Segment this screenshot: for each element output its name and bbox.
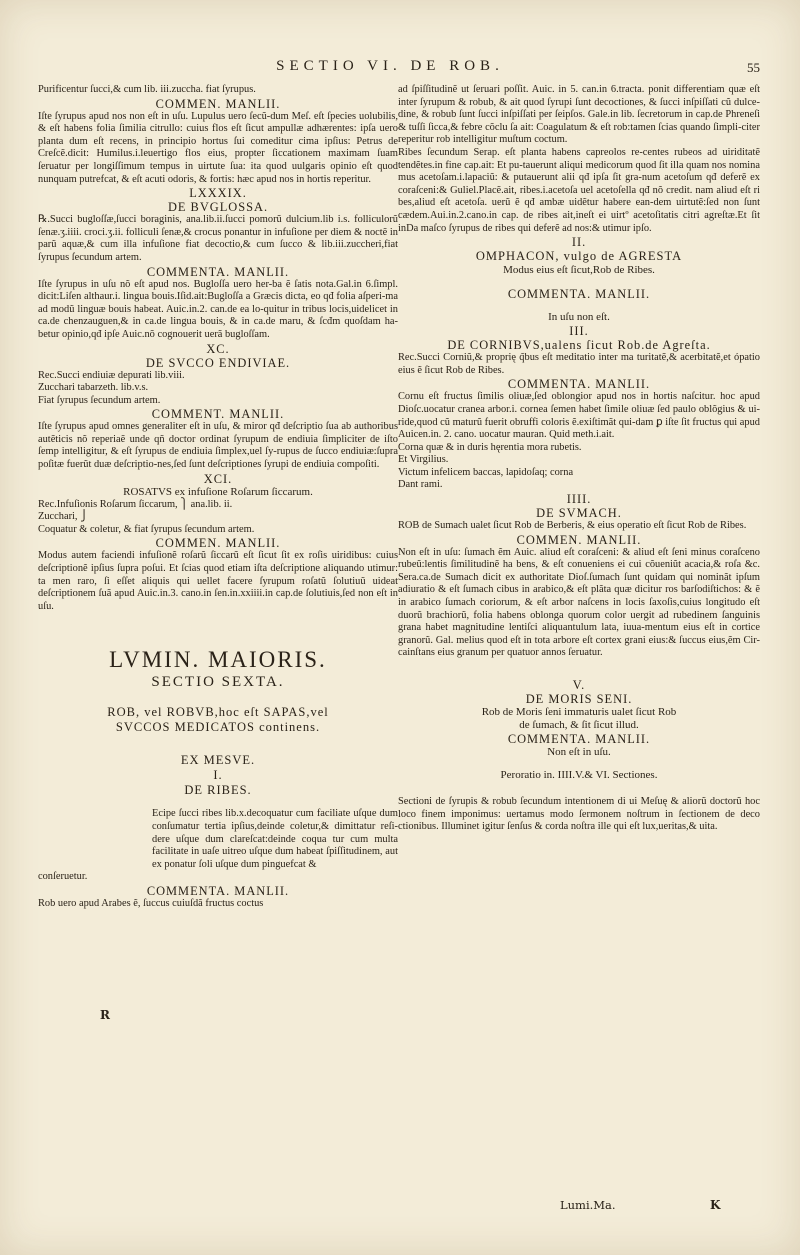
section-heading: COMMENT. MANLII. — [151, 407, 285, 422]
text-paragraph: Rec.Succi endiuiæ depurati lib.viii. — [38, 369, 185, 381]
section-heading: Modus eius eſt ſicut,Rob de Ribes. — [503, 264, 655, 277]
page-header — [0, 58, 800, 80]
text-paragraph: conſeruetur. — [38, 871, 88, 883]
section-heading: DE SVCCO ENDIVIAE. — [145, 355, 291, 370]
text-paragraph: Non eſt in uſu: ſumach ẽm Auic. aliud eſt coraſceni: & aliud eſt ſeni minus coraſceno rubeũ:lentis ſimilitudinẽ ha bens, & eſt conueniens ei cui cõueniũt acacia,& roſa &c. Sera.ca.de Sumach dicit ex authoritate Dioſ.ſumach ſunt quidam qui nominãt ipſum adiuratio & eſt ſumach cibus in arabico,& eſt plãta quæ dicitur ros barſodiſtichos: & ẽ in arabico ſumach coriorum, & eſt arbor naſcens in locis ſaxoſis,cuius longitudo eſt duorũ brachiorũ, folia habens oblonga quorum color uergit ad rubedinem ſanguinis grana habet magnitudine lentiſci aliquantulum lata, iuua-mentum eius eſt in cortice granorũ. Gal. melius quod eſt in tota arbore eſt cortex grani eius:& ſuccus eius,ẽm Cir-cainſtans eius granum per quatuor annos ſeruatur. — [398, 546, 760, 659]
text-paragraph: Fiat ſyrupus ſecundum artem. — [38, 394, 161, 406]
section-heading: DE RIBES. — [184, 783, 252, 798]
text-paragraph: Corna quæ & in duris hęrentia mora rubetis. — [398, 441, 582, 453]
text-paragraph: Rec.Infuſionis Roſarum ſiccarum, ⎫ ana.lib. ii. — [38, 498, 233, 510]
section-heading: SVCCOS MEDICATOS continens. — [115, 720, 321, 735]
text-paragraph: Ecipe ſucci ribes lib.x.decoquatur cum faciliate uſque dum conſumatur tertia ipſius,deinde coletur,& dimittatur reſi-dere uſque dum clareſcat:deinde coqua tur cum multa facilitate in uaſe uitreo uſque dum habeat ſpiſſitudinem, aut ex ponatur ſoli uſque dum pinguefcat & — [152, 808, 398, 870]
signature-mark: K — [710, 1198, 721, 1212]
text-paragraph: Modus autem faciendi infuſionẽ roſarũ ſiccarũ eſt ſicut ſit ex roſis uiridibus: cuius deſcriptionẽ ipſius ſupra poſui. Et ſcias quod etiam iſta deſcriptione aliquando utimur: ta men raro, ſi eſſet aliquis qui uellet facere ſyrupum roſatũ ſolutiuũ uideat deſcriptionem ſuã apud Auic.in.3. cano.in ſen.in.xxiiii.in cap.de ſolutiuis,ſed non eſt in uſu. — [38, 550, 398, 612]
text-paragraph: Cornu eſt fructus ſimilis oliuæ,ſed oblongior apud nos in hortis naſcitur. hoc apud Dioſc.uocatur cranea arbor.i. cornea ſemen habet ſimile oliuæ ſed paulo oblõgius & ui-ride,quod cũ maturũ fuerit obruffi coloris ẽ.exiſtimãt qui-dam ꝑ iſte ſit fructus qui apud Auicen.in. 2. cano. uocatur mauran. Quid meth.i.ait. — [398, 391, 760, 441]
text-paragraph: Zucchari tabarzeth. lib.v.s. — [38, 382, 149, 394]
text-paragraph: Sectioni de ſyrupis & robub ſecundum intentionem di ui Meſuę & aliorũ doctorũ hoc loco finem imponimus: uertamus modo ſermonem noſtrum in ſectionem de deco ctionibus. Illuminet igitur ſenſus & corda noſtra ille qui eſt lux,ueritas,& uita. — [398, 796, 760, 833]
page-number: 55 — [747, 60, 760, 75]
running-head: SECTIO VI. DE ROB. — [276, 58, 504, 74]
section-heading: II. — [571, 235, 587, 250]
section-heading: COMMEN. MANLII. — [516, 532, 642, 547]
section-heading: DE MORIS SENI. — [525, 692, 633, 706]
section-heading: SECTIO SEXTA. — [151, 674, 285, 691]
section-heading: LVMIN. MAIORIS. — [109, 647, 327, 673]
section-heading: COMMENTA. MANLII. — [507, 732, 651, 746]
section-heading: IIII. — [566, 492, 592, 507]
section-heading: COMMENTA. MANLII. — [507, 377, 651, 392]
section-heading: EX MESVE. — [180, 753, 256, 768]
catchword: Lumi.Ma. — [560, 1198, 616, 1212]
initial-letter: R — [100, 1008, 110, 1022]
section-heading: DE CORNIBVS,ualens ſicut Rob.de Agreſta. — [447, 338, 711, 353]
section-heading: In uſu non eſt. — [548, 311, 610, 324]
section-heading: DE BVGLOSSA. — [167, 200, 269, 215]
text-paragraph: Iſte ſyrupus apud nos non eſt in uſu. Lupulus uero ſecũ-dum Meſ. eſt ſpecies uolubilis, & eſt habens folia ſimilia citrullo: cuius flos eſt ſicut ampullæ adhærentes: ipſa uero planta dum eſt recens, in principio hortus ſui comeditur cima ipſius: Petrus de Creſcẽ.dicit: Humilus.i.leuertigo flos eius, propter ſiccationem maximam ſuam ſeruatur per longiſſimum tempus in uirtute ſua: ita quod uulgaris opinio eſt quod nunquam putrefcat, & eſt acuti odoris, & fortis: hæc apud nos in hortis reperitur. — [38, 110, 398, 185]
section-heading: LXXXIX. — [189, 186, 247, 201]
section-heading: COMMENTA. MANLII. — [507, 287, 651, 302]
section-heading: ROSATVS ex infuſione Roſarum ſiccarum. — [123, 485, 313, 498]
right-column — [398, 84, 760, 1224]
text-paragraph: Dant rami. — [398, 479, 443, 491]
text-paragraph: Coquatur & coletur, & fiat ſyrupus ſecundum artem. — [38, 523, 255, 535]
section-heading: III. — [569, 324, 589, 339]
section-heading: COMMEN. MANLII. — [155, 536, 281, 551]
text-paragraph: Rob uero apud Arabes ẽ, ſuccus cuiuſdã fructus coctus — [38, 897, 264, 909]
text-paragraph: ℞.Succi bugloſſæ,ſucci boraginis, ana.lib.ii.ſucci pomorũ dulcium.lib i.s. folliculorũ ſenæ.ʒ.iiii. croci.ʒ.ii. folliculi ſenæ,& crocus ponantur in infuſione per diem & noctẽ in parũ aquæ,& cum illa infuſione fiat decoctio,& cum ſucco & lib.iii.zuccheri,fiat ſyrupus ſecundum artem. — [38, 214, 398, 263]
text-paragraph: ROB de Sumach ualet ſicut Rob de Berberis, & eius operatio eſt ſicut Rob de Ribes. — [398, 520, 747, 532]
text-paragraph: Et Virgilius. — [398, 454, 449, 466]
section-heading: COMMENTA. MANLII. — [146, 264, 290, 279]
text-paragraph: Purificentur ſucci,& cum lib. iii.zuccha. fiat ſyrupus. — [38, 84, 256, 95]
section-heading: OMPHACON, vulgo de AGRESTA — [475, 249, 683, 264]
text-paragraph: Victum infelicem baccas, lapidoſaq; corna — [398, 466, 574, 478]
section-heading: V. — [572, 678, 586, 692]
text-paragraph: ad ſpiſſitudinẽ ut ſeruari poſſit. Auic. in 5. can.in 6.tracta. ponit differentiam quæ eſt inter ſyrupum & robub, & ait quod ſyrupi ſunt decoctiones, & ſucci inſpiſſati cũ dulce-dine, & robub ſunt ſucci inſpiſſati per ſeipſos. Gale.in lib. ſecretorum in cap.de Phreneſi & tuſſi ſicca,& febre cõclu ſa ait: Coagulatum & eſt rob:tamen ſcias quando ſimpli-citer reperitur rob intelligitur muſtum coctum. — [398, 84, 760, 146]
section-heading: I. — [213, 768, 223, 783]
text-paragraph: Ribes ſecundum Serap. eſt planta habens capreolos re-centes rubeos ad uiriditatẽ tendẽtes.in fine cap.ait: Et pu-tauerunt aliqui medicorum quod ſit illa quam nos nomina mus acetoſam.i.lapaciũ: & putauerunt alii qđ ipſa ſit gra-num acetoſum qđ deferẽ ex coraſceni:& Guliel.Placẽ.ait, ribes.i.acetoſa uel acetoſella qđ nõ credit. nam aliud eſt ri bes,aliud eſt acetoſa. uerũ ẽ qđ ambæ uidẽtur habere ean-dem uirtutẽ:ſed non ſunt cædem.Aui.in.2.cano.in cap. de ribes ait,ineſt ei uirtº acetoſitatis citri agreſtæ.Et ſit inDa maſco ſyrupus de ribes qui deferẽ ad nos:& utimur ipſo. — [398, 146, 760, 234]
section-heading: de ſumach, & ſit ſicut illud. — [519, 719, 639, 731]
section-heading: Peroratio in. IIII.V.& VI. Sectiones. — [500, 769, 658, 781]
section-heading: XCI. — [203, 471, 233, 486]
section-heading: COMMEN. MANLII. — [155, 96, 281, 111]
section-heading: ROB, vel ROBVB,hoc eſt SAPAS,vel — [107, 705, 329, 720]
section-heading: XC. — [206, 341, 230, 356]
text-paragraph: Rec.Succi Corniũ,& proprię q̃bus eſt meditatio inter ma turitatẽ,& acerbitatẽ,et ópatio eius ẽ ſicut Rob de Ribes. — [398, 352, 760, 376]
section-heading: COMMENTA. MANLII. — [146, 883, 290, 898]
section-heading: Rob de Moris ſeni immaturis ualet ſicut Rob — [481, 706, 677, 718]
section-heading: Non eſt in uſu. — [547, 746, 611, 758]
left-column — [38, 84, 398, 1224]
text-paragraph: Iſte ſyrupus in uſu nõ eſt apud nos. Bugloſſa uero her-ba ẽ ſatis nota.Gal.in 6.ſimpl. dicit:Liſen althaur.i. lingua bouis.Iſid.ait:Bugloſſa a Græcis dicta, eo qđ folia aſperi-ma ad modũ linguæ bouis habeat. Auic.in.2. can.de ea lo-quitur in tribus locis,uidelicet in ca.de chenzauguen,& in ca.de lingua bouis, & in ca.de maru, & ſcđm quoſdam ha-betur opinio,qđ ipſe Auic.nõ cognouerit uerã bugloſſam. — [38, 278, 398, 340]
text-paragraph: Zucchari, ⎭ — [38, 511, 88, 523]
text-paragraph: Iſte ſyrupus apud omnes generaliter eſt in uſu, & miror qđ deſcriptio ſua ab authoribus autẽticis nõ reperiaẽ unde qñ doctor ordinat ſyrupum de endiuia ſimpliciter de iſto ſemp intelligitur, & eſt ſyrupus de endiuia ſimplex,uel ſy-rupus de ſucco endiuiæ:ſupra poſitæ fuerũt duæ deſcriptio-nes,ſed ſunt deſcriptiones ſyrupi de endiuia compoſiti. — [38, 421, 398, 471]
section-heading: DE SVMACH. — [536, 506, 622, 521]
